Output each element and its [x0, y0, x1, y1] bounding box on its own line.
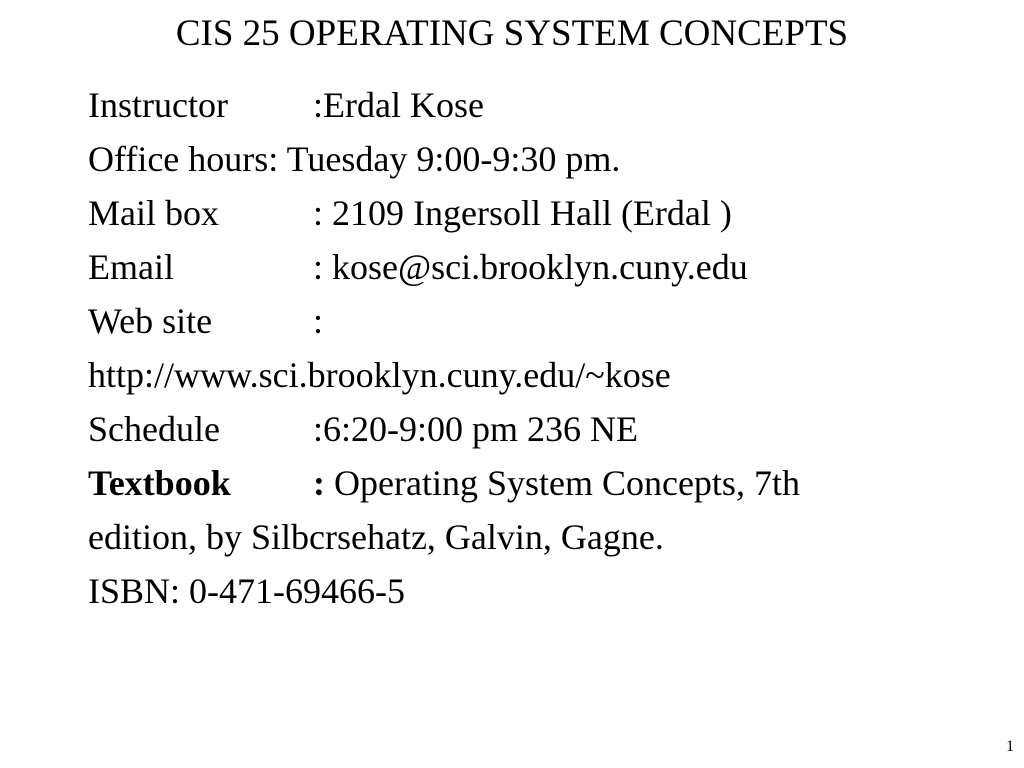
- office-hours-value: : Tuesday 9:00-9:30 pm.: [268, 139, 621, 179]
- website-url[interactable]: http://www.sci.brooklyn.cuny.edu/~kose: [88, 355, 671, 395]
- textbook-value-line1: Operating System Concepts, 7th: [325, 463, 800, 503]
- instructor-line: [88, 78, 988, 132]
- instructor-value: :Erdal Kose: [313, 85, 484, 125]
- schedule-label: Schedule: [88, 409, 220, 449]
- course-info: [88, 78, 988, 618]
- website-line: [88, 294, 988, 348]
- isbn-value: ISBN: 0-471-69466-5: [88, 571, 405, 611]
- schedule-value: :6:20-9:00 pm 236 NE: [313, 409, 638, 449]
- mailbox-line: [88, 186, 988, 240]
- textbook-value-line2: edition, by Silbcrsehatz, Galvin, Gagne.: [88, 517, 664, 557]
- instructor-label: Instructor: [88, 85, 228, 125]
- schedule-line: [88, 402, 988, 456]
- mailbox-value: : 2109 Ingersoll Hall (Erdal ): [313, 193, 732, 233]
- website-separator: :: [313, 301, 324, 341]
- office-hours-line: [88, 132, 988, 186]
- email-value: : kose@sci.brooklyn.cuny.edu: [313, 247, 748, 287]
- mailbox-label: Mail box: [88, 193, 219, 233]
- textbook-label-text: Textbook: [88, 463, 231, 503]
- email-label: Email: [88, 247, 174, 287]
- website-url-line: [88, 348, 988, 402]
- textbook-line: [88, 456, 988, 510]
- textbook-continuation-line: [88, 510, 988, 564]
- slide-title: CIS 25 OPERATING SYSTEM CONCEPTS: [175, 13, 849, 54]
- textbook-colon: :: [313, 463, 325, 503]
- office-hours-label: Office hours: [88, 139, 269, 179]
- website-label: Web site: [88, 301, 213, 341]
- page-number: 1: [1006, 738, 1014, 755]
- textbook-label: [88, 456, 313, 510]
- isbn-line: [88, 564, 988, 618]
- email-line: [88, 240, 988, 294]
